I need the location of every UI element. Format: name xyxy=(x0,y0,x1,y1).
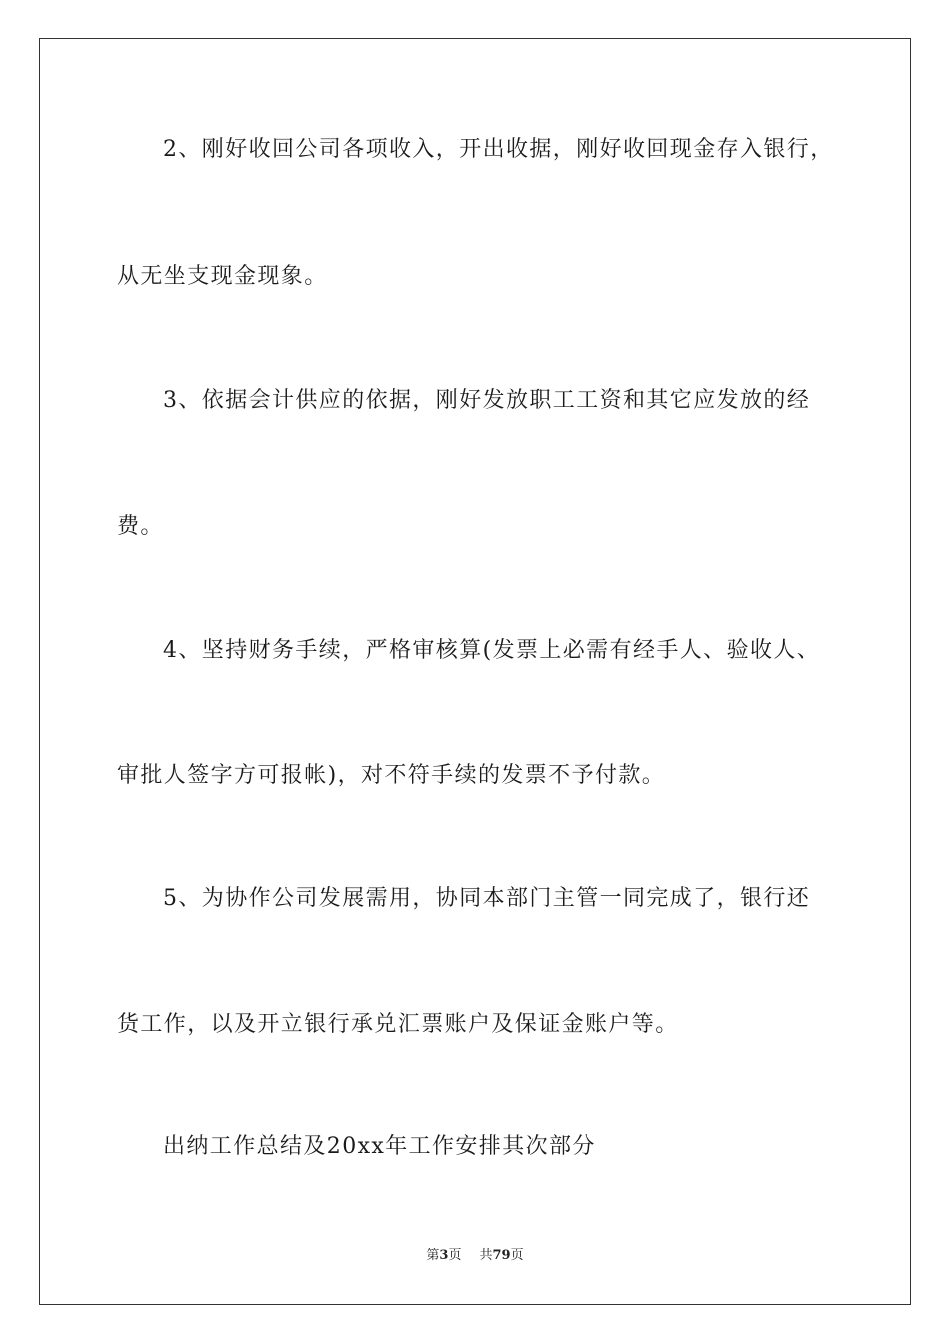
paragraph-line: 审批人签字方可报帐)，对不符手续的发票不予付款。 xyxy=(117,763,666,788)
page-suffix: 页 xyxy=(448,1248,462,1263)
page-footer xyxy=(0,1247,950,1265)
page-number: 3 xyxy=(439,1248,449,1263)
page-border xyxy=(39,38,911,1305)
paragraph-line: 费。 xyxy=(117,514,164,539)
page-prefix: 第 xyxy=(426,1248,440,1263)
total-pages: 79 xyxy=(492,1248,511,1263)
paragraph-line: 从无坐支现金现象。 xyxy=(117,264,328,289)
paragraph-line: 5、为协作公司发展需用，协同本部门主管一同完成了，银行还 xyxy=(163,886,811,911)
paragraph-line: 3、依据会计供应的依据，刚好发放职工工资和其它应发放的经 xyxy=(163,388,811,413)
paragraph-line: 4、坚持财务手续，严格审核算(发票上必需有经手人、验收人、 xyxy=(163,638,821,663)
paragraph-line: 2、刚好收回公司各项收入，开出收据，刚好收回现金存入银行， xyxy=(163,137,834,162)
total-suffix: 页 xyxy=(510,1248,524,1263)
total-prefix: 共 xyxy=(479,1248,493,1263)
section-heading: 出纳工作总结及20xx年工作安排其次部分 xyxy=(163,1134,596,1159)
paragraph-line: 货工作，以及开立银行承兑汇票账户及保证金账户等。 xyxy=(117,1012,679,1037)
